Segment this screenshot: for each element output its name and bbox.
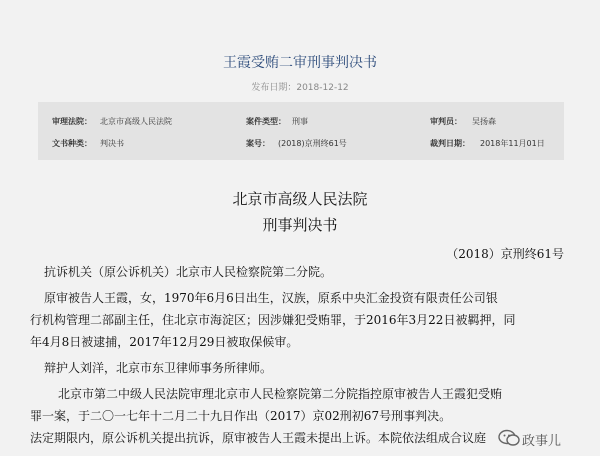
document-number: （2018）京刑终61号 — [446, 247, 564, 261]
paragraph-line: 原审被告人王霞，女，1970年6月6日出生，汉族，原系中央汇金投资有限责任公司银 — [44, 291, 498, 305]
watermark-text: 政事儿 — [522, 434, 562, 449]
case-type-label: 案件类型： — [246, 117, 286, 126]
paragraph-line: 辩护人刘洋，北京市东卫律师事务所律师。 — [44, 361, 273, 375]
judge-label: 审判员： — [430, 117, 462, 126]
wechat-icon — [498, 429, 520, 447]
page-title: 王霞受贿二审刑事判决书 — [223, 55, 377, 71]
judge-value: 吴扬森 — [472, 117, 496, 126]
paragraph-line: 北京市第二中级人民法院审理北京市人民检察院第二分院指控原审被告人王霞犯受贿 — [58, 387, 503, 401]
paragraph-line: 年4月8日被逮捕，2017年12月29日被取保候审。 — [30, 335, 299, 349]
publish-date: 发布日期：2018-12-12 — [251, 83, 349, 93]
court-value: 北京市高级人民法院 — [100, 117, 172, 126]
paragraph-line: 罪一案，于二〇一七年十二月二十九日作出（2017）京02刑初67号刑事判决。 — [30, 409, 452, 423]
judgment-date-value: 2018年11月01日 — [480, 139, 545, 148]
case-info-panel — [38, 102, 564, 160]
case-number-value: (2018)京刑终61号 — [278, 139, 347, 148]
doc-type-label: 文书种类： — [52, 139, 92, 148]
case-type-value: 刑事 — [292, 117, 308, 126]
paragraph-line: 抗诉机关（原公诉机关）北京市人民检察院第二分院。 — [44, 265, 333, 279]
court-name-heading: 北京市高级人民法院 — [232, 190, 368, 208]
paragraph-line: 行机构管理二部副主任，住北京市海淀区；因涉嫌犯受贿罪，于2016年3月22日被羁押，同 — [30, 313, 516, 327]
case-number-label: 案号： — [246, 139, 270, 148]
judgment-date-label: 裁判日期： — [430, 139, 470, 148]
paragraph-line: 法定期限内，原公诉机关提出抗诉，原审被告人王霞未提出上诉。本院依法组成合议庭 — [30, 431, 487, 445]
doc-type-value: 判决书 — [100, 139, 124, 148]
court-label: 审理法院： — [52, 117, 92, 126]
watermark — [498, 428, 596, 450]
document-type-heading: 刑事判决书 — [262, 216, 338, 234]
